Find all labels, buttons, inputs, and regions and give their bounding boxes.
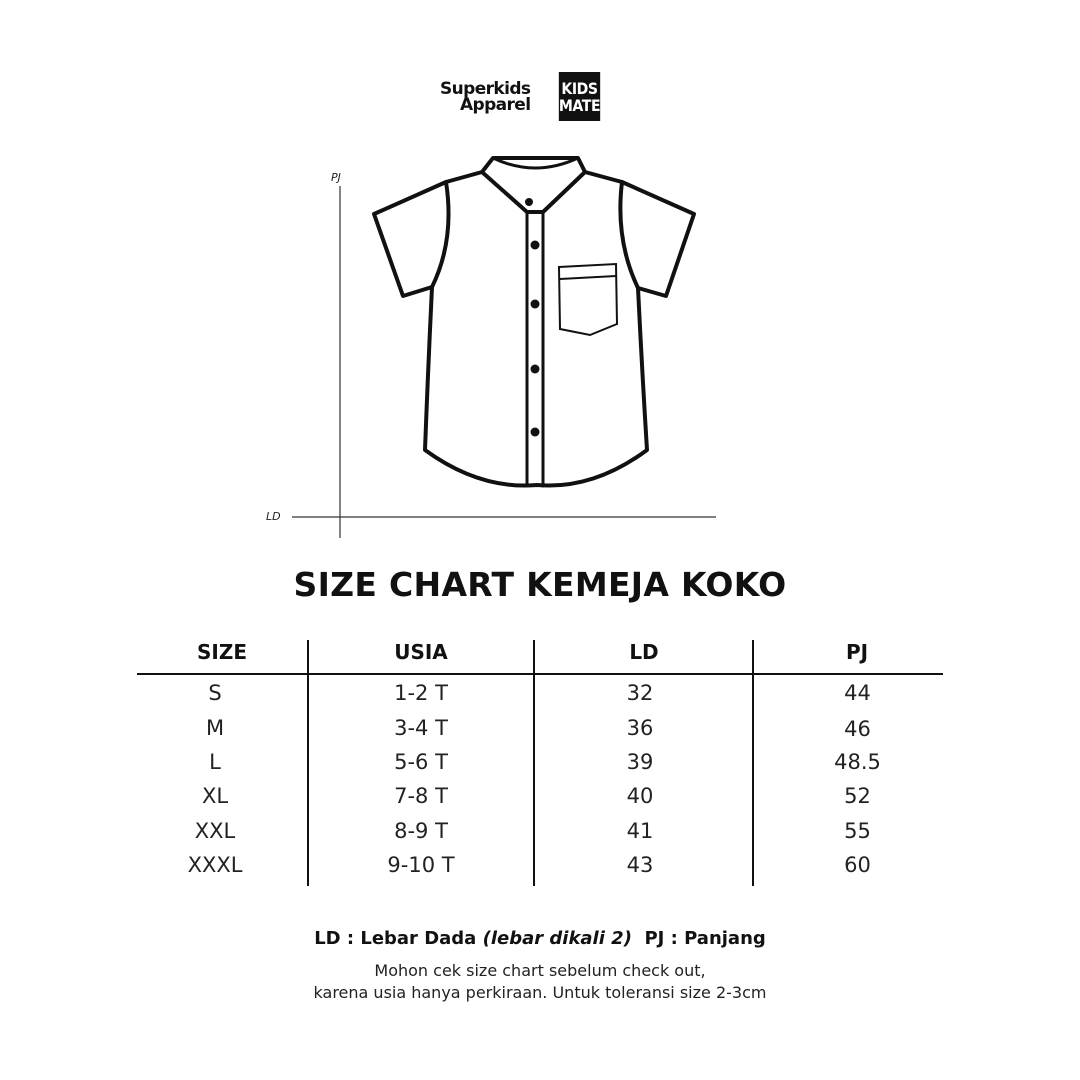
column-divider bbox=[752, 640, 754, 886]
legend-ld: LD : Lebar Dada bbox=[314, 928, 477, 949]
note-line-2: karena usia hanya perkiraan. Untuk toleransi size 2-3cm bbox=[313, 983, 767, 1002]
note-line-1: Mohon cek size chart sebelum check out, bbox=[374, 961, 706, 980]
ld-axis-label: LD bbox=[266, 510, 281, 523]
cell-pj: 55 bbox=[844, 819, 871, 843]
cell-ld: 32 bbox=[626, 681, 654, 705]
cell-usia: 8-9 T bbox=[394, 819, 448, 843]
button-3 bbox=[531, 300, 540, 309]
cell-size: XL bbox=[201, 784, 229, 808]
page-title: SIZE CHART KEMEJA KOKO bbox=[293, 565, 787, 604]
button-1 bbox=[525, 198, 533, 206]
cell-ld: 41 bbox=[626, 819, 654, 843]
cell-usia: 9-10 T bbox=[387, 853, 455, 877]
pocket bbox=[559, 264, 617, 335]
brand-name-line1: Superkids bbox=[440, 78, 531, 99]
cell-ld: 40 bbox=[626, 784, 654, 808]
cell-pj: 44 bbox=[844, 681, 871, 705]
legend-pj: PJ : Panjang bbox=[644, 928, 766, 949]
cell-ld: 43 bbox=[626, 853, 654, 877]
column-header-pj: PJ bbox=[845, 640, 869, 664]
pj-axis-label: PJ bbox=[331, 171, 341, 184]
brand-name-line2: Apparel bbox=[459, 94, 531, 115]
cell-size: S bbox=[208, 681, 222, 705]
cell-usia: 7-8 T bbox=[394, 784, 448, 808]
cell-usia: 5-6 T bbox=[394, 750, 448, 774]
button-5 bbox=[531, 428, 540, 437]
cell-ld: 36 bbox=[626, 716, 654, 740]
legend-ld-note: (lebar dikali 2) bbox=[482, 928, 632, 949]
cell-size: M bbox=[205, 716, 225, 740]
cell-pj: 46 bbox=[844, 717, 871, 741]
column-header-size: SIZE bbox=[196, 640, 247, 664]
cell-usia: 1-2 T bbox=[394, 681, 448, 705]
logo-line1: KIDS bbox=[561, 78, 599, 98]
button-2 bbox=[531, 241, 540, 250]
button-4 bbox=[531, 365, 540, 374]
size-table bbox=[137, 640, 943, 888]
cell-usia: 3-4 T bbox=[394, 716, 448, 740]
cell-pj: 48.5 bbox=[834, 750, 881, 774]
cell-size: XXL bbox=[194, 819, 236, 843]
cell-size: L bbox=[209, 750, 221, 774]
shirt-outline-icon bbox=[374, 158, 694, 486]
cell-size: XXXL bbox=[187, 853, 243, 877]
column-header-ld: LD bbox=[629, 640, 659, 664]
cell-pj: 60 bbox=[844, 853, 871, 877]
logo-line2: MATE bbox=[559, 95, 601, 115]
legend bbox=[0, 928, 1080, 949]
column-header-usia: USIA bbox=[394, 640, 448, 664]
cell-ld: 39 bbox=[626, 750, 654, 774]
cell-pj: 52 bbox=[844, 784, 871, 808]
header-divider bbox=[137, 673, 943, 675]
